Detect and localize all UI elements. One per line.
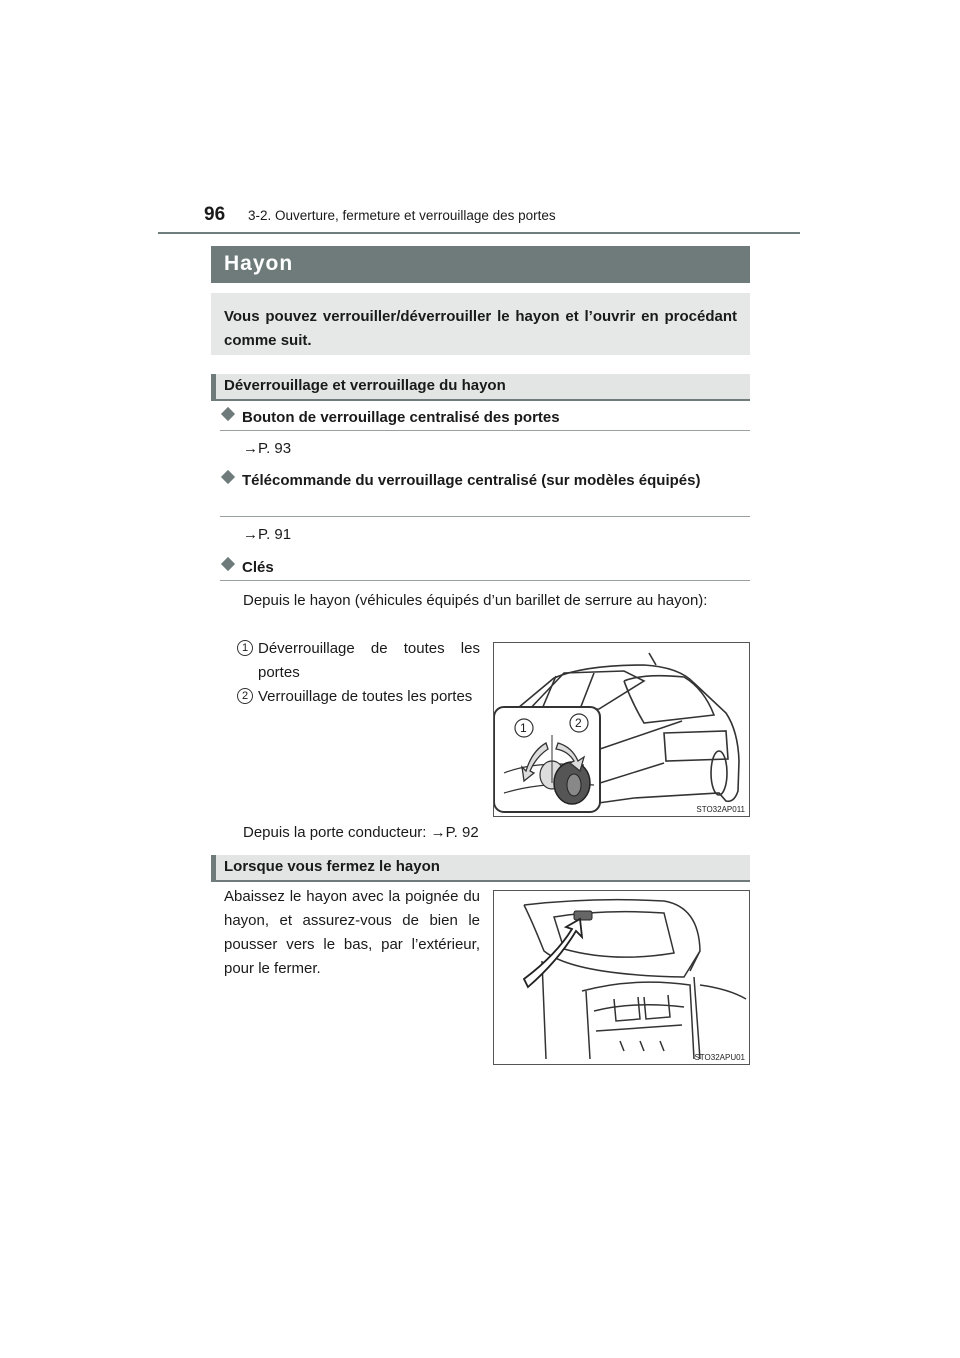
figure-rear-key-cylinder [493,642,750,817]
figure-closing-tailgate [493,890,750,1065]
subheading-label: Bouton de verrouillage centralisé des portes [242,409,560,426]
intro-text: Vous pouvez verrouiller/déverrouiller le hayon et l’ouvrir en procédant comme suit. [224,308,737,349]
page-reference-link[interactable]: →P. 93 [243,440,292,457]
car-rear-illustration [494,643,749,816]
section-heading-closing [211,855,750,882]
title-bar [211,246,750,283]
page-number: 96 [204,204,226,225]
figure-code: STO32APU01 [694,1053,745,1062]
diamond-bullet-icon [221,407,235,421]
figure-callout-1: 1 [520,721,527,735]
page-reference-link[interactable]: →P. 91 [243,526,292,543]
subheading-remote-control [220,469,750,517]
header-rule [158,232,800,234]
intro-box [211,293,750,355]
step-text: Verrouillage de toutes les portes [258,688,473,705]
keys-description: Depuis le hayon (véhicules équipés d’un barillet de serrure au hayon): [243,592,708,609]
figure-callout-2: 2 [575,716,582,730]
section-heading-unlock-lock [211,374,750,401]
diamond-bullet-icon [221,557,235,571]
driver-door-text: Depuis la porte conducteur: →P. 92 [243,824,479,841]
figure-code: STO32AP011 [696,805,745,814]
diamond-bullet-icon [221,470,235,484]
subheading-keys [220,556,750,581]
page-title: Hayon [224,252,294,275]
open-tailgate-illustration [494,891,749,1064]
section-heading-text: Déverrouillage et verrouillage du hayon [224,377,506,394]
step-number: 1 [237,640,253,656]
step-number: 2 [237,688,253,704]
subheading-label: Télécommande du verrouillage centralisé (sur modèles équipés) [242,472,701,489]
closing-instructions: Abaissez le hayon avec la poignée du hayon, et assurez-vous de bien le pousser vers le bas, par l’extérieur, pour le fermer. [224,888,480,977]
subheading-central-lock-button [220,406,750,431]
subheading-label: Clés [242,559,274,576]
step-text: Déverrouillage de toutes les portes [258,640,480,681]
chapter-heading: 3-2. Ouverture, fermeture et verrouillage des portes [248,208,556,223]
section-heading-text: Lorsque vous fermez le hayon [224,858,440,875]
